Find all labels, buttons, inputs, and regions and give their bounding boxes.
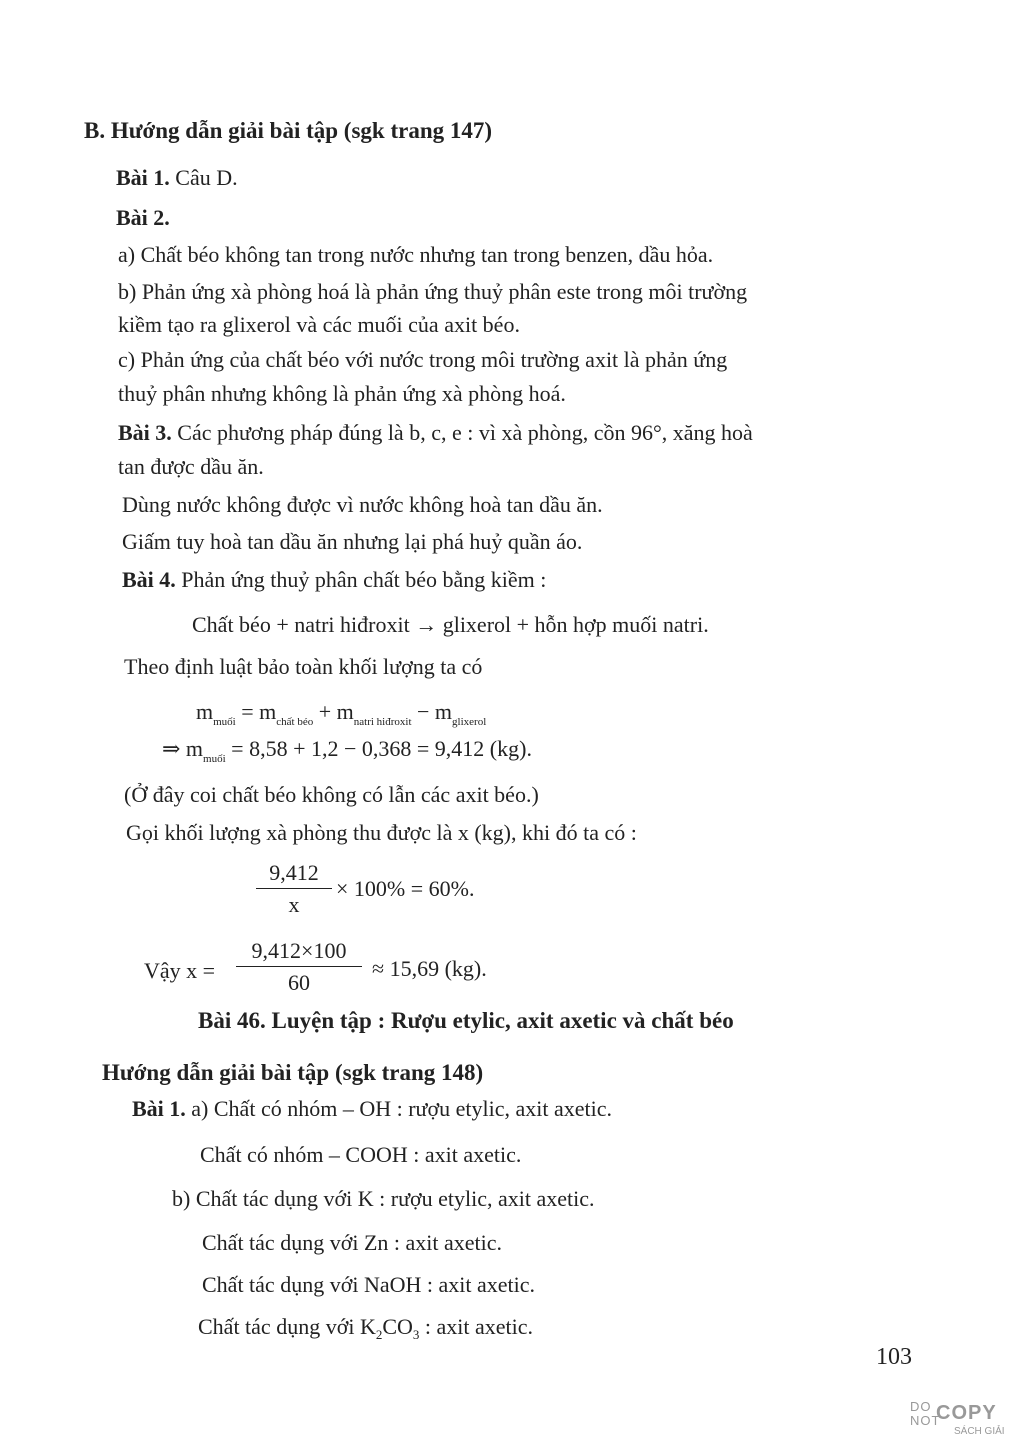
bai2-c-line1: c) Phản ứng của chất béo với nước trong môi trường axit là phản ứng: [118, 347, 728, 372]
b46-bai1-b4: [198, 1312, 533, 1350]
bai2-label: Bài 2.: [116, 205, 170, 230]
formula-m: m: [196, 699, 214, 724]
b46-bai1-a: [132, 1094, 612, 1124]
b4-sub2: 3: [412, 1327, 420, 1342]
logo-not: NOT: [910, 1413, 941, 1428]
watermark-logo: [906, 1398, 1014, 1442]
b46-bai1-a-text: a) Chất có nhóm – OH : rượu etylic, axit axetic.: [185, 1096, 612, 1121]
fraction-2-numerator: 9,412×100: [236, 936, 362, 967]
bai4-equation: Chất béo + natri hiđroxit → glixerol + hỗn hợp muối natri.: [192, 612, 709, 637]
formula-minus: − m: [411, 699, 453, 724]
lesson-heading: Hướng dẫn giải bài tập (sgk trang 148): [102, 1060, 484, 1085]
fraction-1: [256, 858, 332, 921]
b4-post: : axit axetic.: [419, 1314, 534, 1339]
bai2-b-line2: kiềm tạo ra glixerol và các muối của axit béo.: [118, 312, 520, 337]
bai2-c-line2: thuỷ phân nhưng không là phản ứng xà phòng hoá.: [118, 381, 566, 406]
b4-mid: CO: [382, 1314, 413, 1339]
mass-calc: [162, 734, 532, 774]
bai4-text1: Phản ứng thuỷ phân chất béo bằng kiềm :: [175, 567, 547, 592]
formula-eq: = m: [235, 699, 277, 724]
bai1-text: Câu D.: [169, 165, 238, 190]
bai3-text1: Các phương pháp đúng là b, c, e : vì xà phòng, cồn 96°, xăng hoà: [171, 420, 753, 445]
b46-bai1-b2: Chất tác dụng với Zn : axit axetic.: [202, 1230, 502, 1255]
b46-bai1-b: b) Chất tác dụng với K : rượu etylic, axit axetic.: [172, 1186, 595, 1211]
section-heading: B. Hướng dẫn giải bài tập (sgk trang 147): [84, 118, 493, 143]
fraction-1-rest: × 100% = 60%.: [336, 876, 475, 901]
bai1-label: Bài 1.: [116, 165, 170, 190]
fraction-2: [236, 936, 362, 999]
bai1-line: [116, 163, 238, 193]
fraction-2-denominator: 60: [288, 970, 310, 995]
lesson-title: Bài 46. Luyện tập : Rượu etylic, axit axetic và chất béo: [198, 1008, 734, 1033]
bai2-b-line1: b) Phản ứng xà phòng hoá là phản ứng thuỷ phân este trong môi trường: [118, 279, 748, 304]
result-rest: ≈ 15,69 (kg).: [372, 956, 487, 981]
logo-copy: COPY: [936, 1402, 997, 1424]
fraction-1-numerator: 9,412: [256, 858, 332, 889]
bai4-line1: [122, 565, 546, 595]
formula-sub-chatbeo: chất béo: [276, 716, 314, 728]
bai4-note: (Ở đây coi chất béo không có lẫn các axit béo.): [124, 782, 539, 807]
b46-bai1-label: Bài 1.: [132, 1096, 186, 1121]
bai3-label: Bài 3.: [118, 420, 172, 445]
bai4-label: Bài 4.: [122, 567, 176, 592]
b4-sub1: 2: [375, 1327, 383, 1342]
b46-bai1-a2: Chất có nhóm – COOH : axit axetic.: [200, 1142, 522, 1167]
page-number: 103: [876, 1344, 912, 1370]
logo-do: DO: [910, 1399, 932, 1414]
formula-sub-glixerol: glixerol: [452, 716, 487, 728]
calc-sub-muoi: muối: [203, 753, 226, 765]
logo-sach: SÁCH GIẢI: [954, 1426, 1005, 1437]
bai3-line3: Dùng nước không được vì nước không hoà tan dầu ăn.: [122, 492, 603, 517]
calc-rest: = 8,58 + 1,2 − 0,368 = 9,412 (kg).: [225, 736, 532, 761]
calc-arrow: ⇒ m: [162, 736, 204, 761]
bai4-line2: Theo định luật bảo toàn khối lượng ta có: [124, 654, 483, 679]
bai3-line2: tan được dầu ăn.: [118, 454, 264, 479]
bai2-a: a) Chất béo không tan trong nước nhưng tan trong benzen, dầu hỏa.: [118, 242, 714, 267]
result-prefix: Vậy x =: [144, 958, 216, 983]
formula-sub-natri: natri hiđroxit: [353, 716, 412, 728]
mass-formula: [196, 697, 486, 737]
fraction-1-denominator: x: [288, 892, 300, 917]
bai4-line3: Gọi khối lượng xà phòng thu được là x (kg), khi đó ta có :: [126, 820, 637, 845]
b46-bai1-b3: Chất tác dụng với NaOH : axit axetic.: [202, 1272, 535, 1297]
formula-plus: + m: [313, 699, 354, 724]
formula-sub-muoi: muối: [213, 716, 236, 728]
bai3-line1: [118, 418, 753, 448]
bai3-line4: Giấm tuy hoà tan dầu ăn nhưng lại phá huỷ quần áo.: [122, 529, 583, 554]
b4-pre: Chất tác dụng với K: [198, 1314, 376, 1339]
